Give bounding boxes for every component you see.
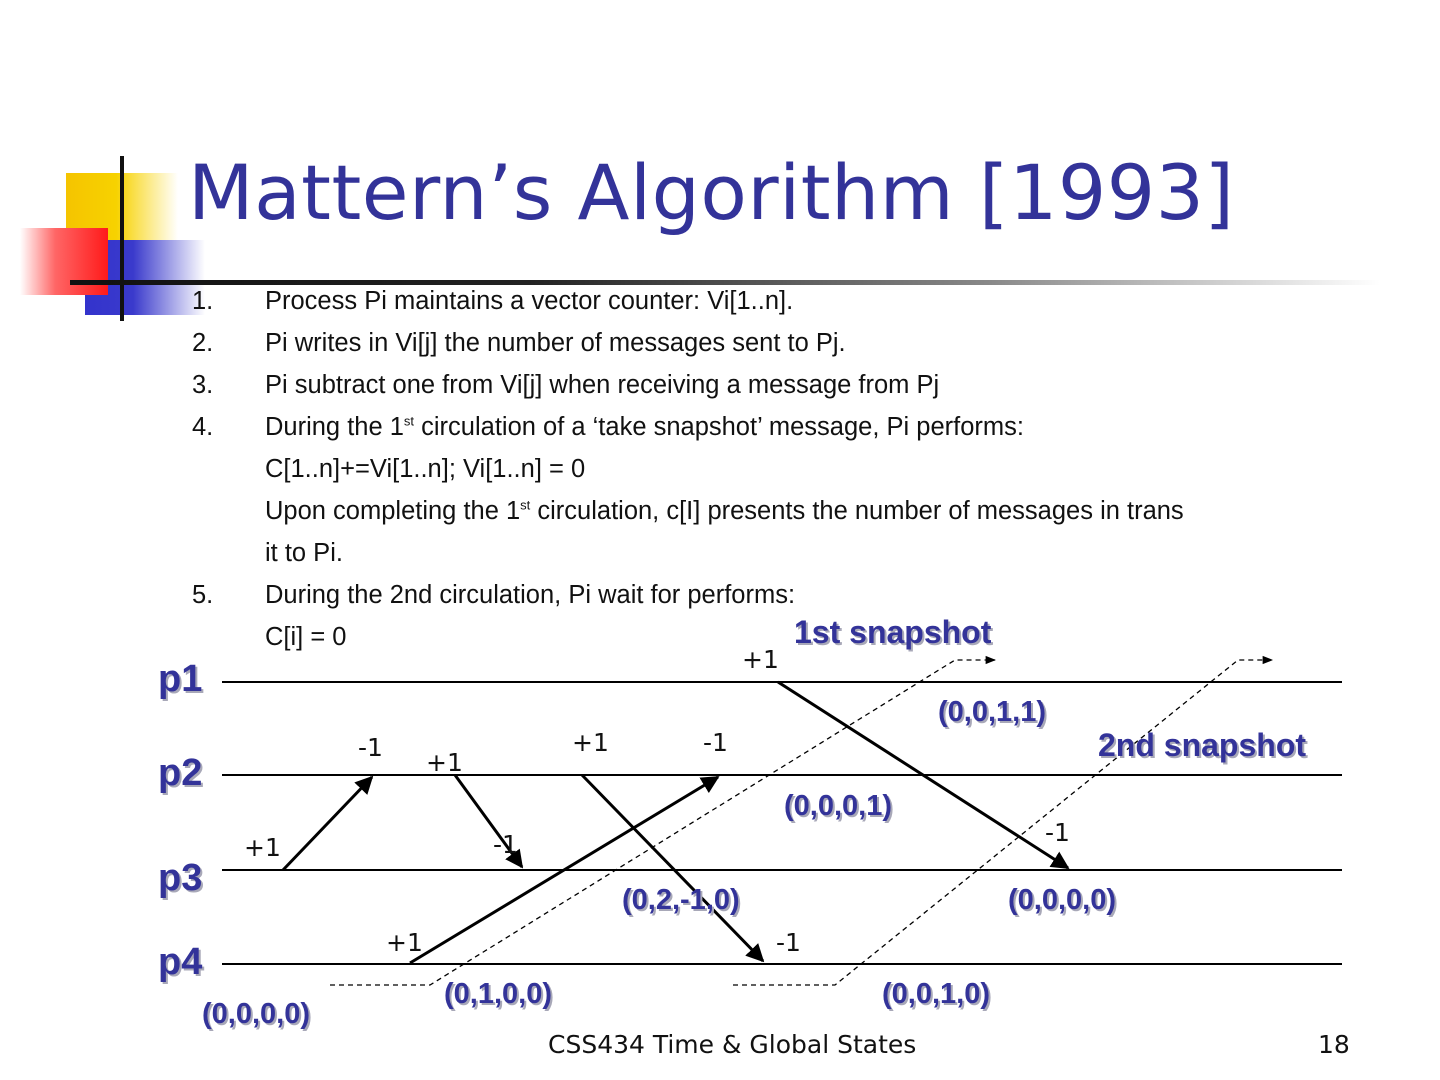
vector-label: (0,0,1,1) [938,696,1046,728]
counter-label: -1 [703,728,728,757]
item-number: 2. [192,329,214,357]
item-text: Pi writes in Vi[j] the number of messages sent to Pj. [265,329,846,357]
item-text: C[i] = 0 [265,623,347,651]
item-text-pre: During the 1 [265,413,404,441]
process-label: p1 [158,658,203,700]
vector-label: (0,0,1,0) [882,978,990,1010]
item-text: Pi subtract one from Vi[j] when receiving a message from Pj [265,371,940,399]
vector-label: (0,0,0,0) [1008,884,1116,916]
vector-label: (0,1,0,0) [444,978,552,1010]
item-number: 3. [192,371,214,399]
counter-label: +1 [244,833,281,862]
item-text: Process Pi maintains a vector counter: Vi[1..n]. [265,287,794,315]
page-number: 18 [1318,1030,1350,1059]
process-label: p4 [158,941,203,983]
counter-label: -1 [358,733,383,762]
counter-label: -1 [1045,818,1070,847]
counter-label: -1 [776,928,801,957]
vector-label: (0,2,-1,0) [622,884,740,916]
item-text-sup: st [403,413,415,429]
counter-label: +1 [572,728,609,757]
vector-label: (0,0,0,0) [202,998,310,1030]
counter-label: +1 [742,645,779,674]
item-text-post: circulation of a ‘take snapshot’ message, Pi performs: [414,413,1024,441]
first-snapshot-path [330,660,995,985]
counter-label: +1 [386,928,423,957]
slide-footer: CSS434 Time & Global States [548,1030,917,1059]
process-label: p2 [158,752,203,794]
snapshot-label: 1st snapshot [794,614,992,650]
item-text-post: circulation, c[I] presents the number of messages in trans [530,497,1184,525]
counter-label: +1 [426,748,463,777]
snapshot-label: 2nd snapshot [1098,727,1307,763]
counter-label: -1 [493,830,518,859]
item-text: C[1..n]+=Vi[1..n]; Vi[1..n] = 0 [265,455,586,483]
item-text: During the 2nd circulation, Pi wait for performs: [265,581,796,609]
item-number: 4. [192,413,214,441]
item-text-sup: st [520,497,531,513]
process-label: p3 [158,857,203,899]
message-arrow [283,777,372,870]
slide-title: Mattern’s Algorithm [1993] [188,148,1235,237]
item-number: 5. [192,581,214,609]
item-text: it to Pi. [265,539,343,567]
item-text-pre: Upon completing the 1 [265,497,521,525]
vector-label: (0,0,0,1) [784,790,892,822]
item-number: 1. [192,287,214,315]
